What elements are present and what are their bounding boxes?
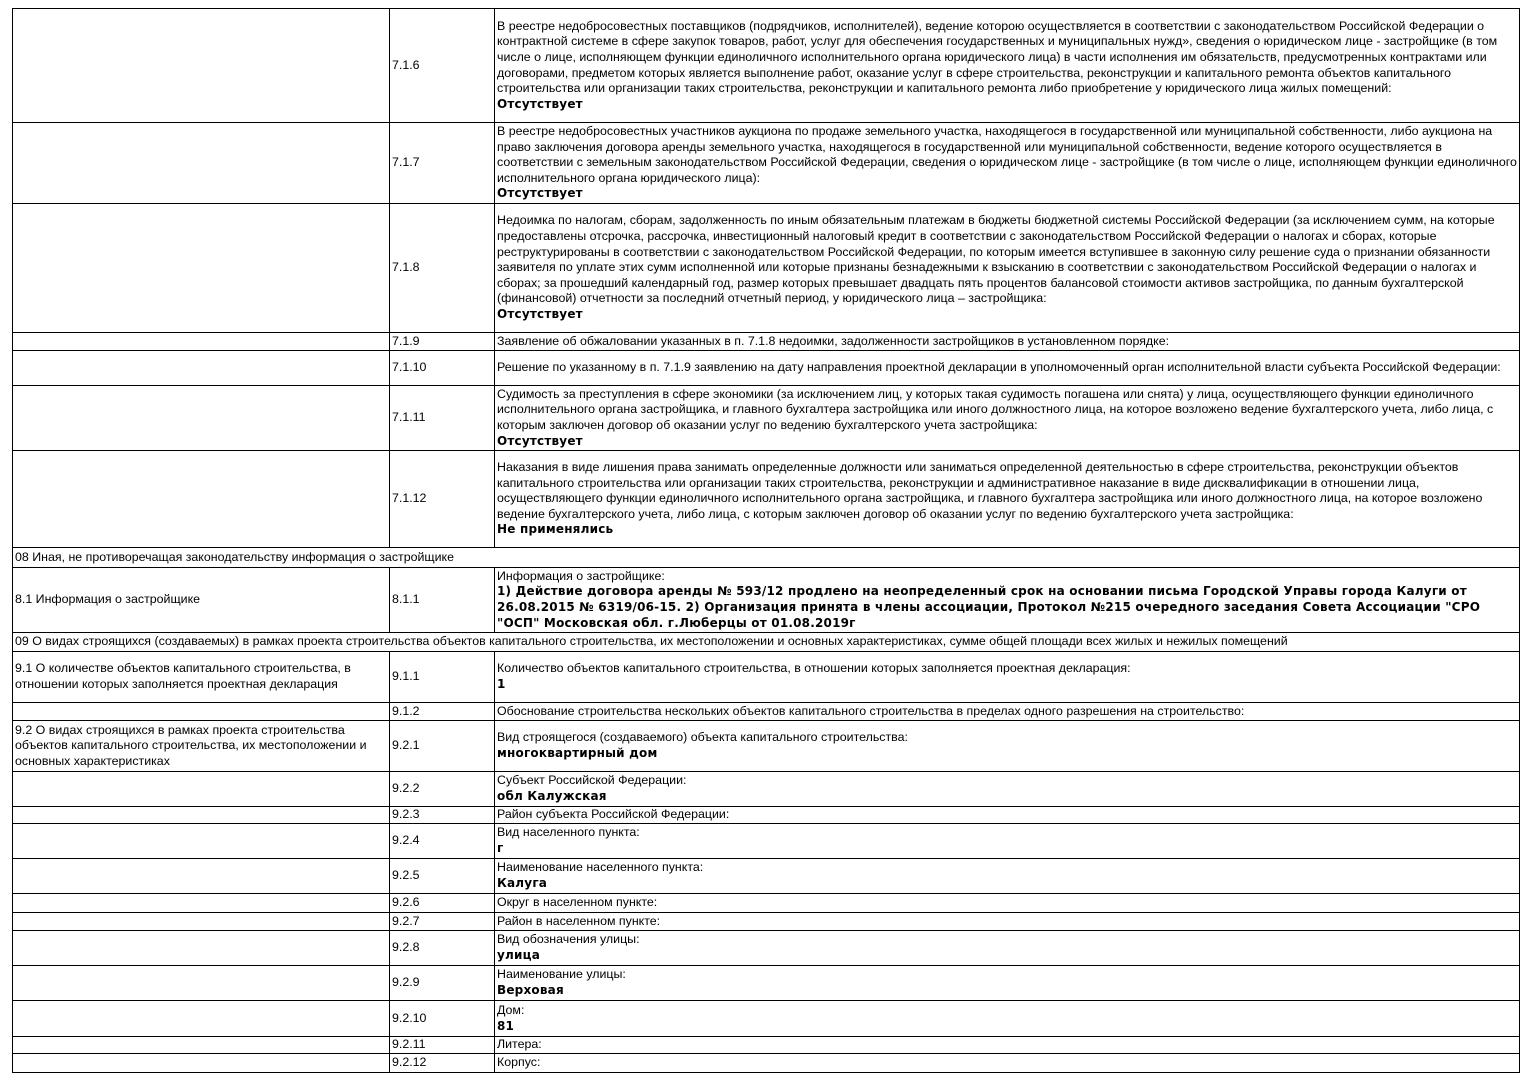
item-content-cell [495,894,1520,913]
item-label: Корпус: [497,1055,541,1070]
item-code-cell: 9.2.5 [390,859,495,894]
item-value: г [497,841,504,855]
item-code-cell: 9.2.3 [390,807,495,824]
table-row [13,1054,1520,1073]
table-row [13,1001,1520,1037]
table-row [13,386,1520,451]
item-label: Вид обозначения улицы: [497,932,640,947]
item-content-cell [495,333,1520,351]
group-cell [13,1037,390,1054]
item-code-cell: 9.2.7 [390,913,495,931]
item-code-cell: 7.1.11 [390,386,495,451]
table-row [13,824,1520,859]
group-cell [13,9,390,123]
item-content-cell [495,824,1520,859]
item-code-cell: 7.1.10 [390,351,495,386]
table-row [13,859,1520,894]
table-row [13,721,1520,772]
group-cell: 9.2 О видах строящихся в рамках проекта строительства объектов капитального строительства, их местоположении и основных характеристиках [13,721,390,772]
item-content-cell [495,351,1520,386]
item-label: Обоснование строительства нескольких объектов капитального строительства в пределах одного разрешения на строительство: [497,703,1245,718]
item-content-cell [495,721,1520,772]
group-cell: 8.1 Информация о застройщике [13,568,390,633]
item-value: Отсутствует [497,96,583,111]
item-label: Дом: [497,1002,525,1017]
table-row [13,451,1520,548]
item-code-cell: 9.1.2 [390,703,495,721]
item-code-cell: 9.2.9 [390,966,495,1001]
group-cell [13,386,390,451]
item-label: В реестре недобросовестных поставщиков (подрядчиков, исполнителей), ведение которою осуществляется в соответствии с законодательством Российской Федерации о контрактной системе в сфере закупок товаров, работ, услуг для обеспечения государственных и муниципальных нужд», сведения о юридическом лице - застройщике (в том числе о лице, исполняющем функции единоличного исполнительного органа юридического лица) в части исполнения им обязательств, предусмотренных контрактами или договорами, предметом которых является выполнение работ, оказание услуг в сфере строительства, реконструкции и капитального ремонта объектов капитального строительства или организации таких строительства, реконструкции и капитального ремонта либо приобретение у юридического лица жилых помещений: [497,18,1498,96]
table-row [13,931,1520,966]
declaration-table [12,8,1520,1073]
item-value: Калуга [497,876,548,890]
item-label: Наименование улицы: [497,967,626,982]
table-row [13,652,1520,703]
item-code-cell: 9.2.2 [390,772,495,807]
group-cell [13,1001,390,1037]
group-cell [13,859,390,894]
table-row [13,351,1520,386]
item-code-cell: 9.2.8 [390,931,495,966]
group-cell [13,824,390,859]
group-cell [13,351,390,386]
item-content-cell [495,1054,1520,1073]
group-cell [13,204,390,333]
item-content-cell [495,204,1520,333]
item-content-cell [495,1001,1520,1037]
item-code-cell: 7.1.9 [390,333,495,351]
item-content-cell [495,568,1520,633]
item-label: Вид строящегося (создаваемого) объекта капитального строительства: [497,730,908,745]
group-cell [13,931,390,966]
group-cell [13,772,390,807]
item-content-cell [495,1037,1520,1054]
section-title: 09 О видах строящихся (создаваемых) в рамках проекта строительства объектов капитального строительства, их местоположении и основных характеристиках, сумме общей площади всех жилых и нежилых помещений [13,633,1520,652]
item-label: Недоимка по налогам, сборам, задолженность по иным обязательным платежам в бюджеты бюджетной системы Российской Федерации (за исключением сумм, на которые предоставлены отсрочка, рассрочка, инвестиционный налоговый кредит в соответствии с законодательством Российской Федерации о налогах и сборах, которые реструктурированы в соответствии с законодательством Российской Федерации, по которым имеется вступившее в законную силу решение суда о признании обязанности заявителя по уплате этих сумм исполненной или которые признаны безнадежными к взысканию в соответствии с законодательством Российской Федерации о налогах и сборах; за прошедший календарный год, размер которых превышает двадцать пять процентов балансовой стоимости активов застройщика, по данным бухгалтерской (финансовой) отчетности за последний отчетный период, у юридического лица – застройщика: [497,213,1495,306]
item-content-cell [495,703,1520,721]
section-title: 08 Иная, не противоречащая законодательству информация о застройщике [13,548,1520,568]
item-code-cell: 7.1.6 [390,9,495,123]
item-value: Отсутствует [497,186,583,201]
item-value: 81 [497,1018,515,1033]
item-content-cell [495,451,1520,548]
item-value: Верховая [497,983,564,997]
item-content-cell [495,966,1520,1001]
item-content-cell [495,386,1520,451]
table-row [13,807,1520,824]
item-code-cell: 7.1.7 [390,123,495,204]
item-content-cell [495,652,1520,703]
item-code-cell: 7.1.8 [390,204,495,333]
group-cell [13,966,390,1001]
item-value: Не применялись [497,522,614,537]
item-code-cell: 9.2.1 [390,721,495,772]
table-row [13,204,1520,333]
item-label: Количество объектов капитального строительства, в отношении которых заполняется проектная декларация: [497,661,1131,676]
item-code-cell: 7.1.12 [390,451,495,548]
item-value: улица [497,948,541,962]
item-label: Округ в населенном пункте: [497,895,658,910]
item-code-cell: 9.2.11 [390,1037,495,1054]
table-row [13,1037,1520,1054]
item-content-cell [495,807,1520,824]
item-content-cell [495,913,1520,931]
item-label: В реестре недобросовестных участников аукциона по продаже земельного участка, находящегося в государственной или муниципальной собственности, либо аукциона на право заключения договора аренды земельного участка, находящегося в государственной или муниципальной собственности, ведение которого осуществляется в соответствии с земельным законодательством Российской Федерации, сведения о юридическом лице - застройщике (в том числе о лице, исполняющем функции единоличного исполнительного органа юридического лица): [497,124,1517,185]
table-row [13,894,1520,913]
table-row [13,966,1520,1001]
group-cell [13,807,390,824]
table-row [13,333,1520,351]
item-value: 1) Действие договора аренды № 593/12 продлено на неопределенный срок на основании письма Городской Управы города Калуги от 26.08.2015 № 6319/06-15. 2) Организация принята в члены ассоциации, Протокол №215 очередного заседания Совета Ассоциации "СРО "ОСП" Московская обл. г.Люберцы от 01.08.2019г [497,584,1481,630]
item-code-cell: 9.2.12 [390,1054,495,1073]
group-cell [13,451,390,548]
item-code-cell: 9.1.1 [390,652,495,703]
table-row [13,772,1520,807]
group-cell [13,894,390,913]
table-row [13,913,1520,931]
item-content-cell [495,859,1520,894]
group-cell [13,333,390,351]
item-label: Решение по указанному в п. 7.1.9 заявлению на дату направления проектной декларации в уполномоченный орган исполнительной власти субъекта Российской Федерации: [497,360,1501,375]
item-label: Наименование населенного пункта: [497,860,704,875]
item-label: Информация о застройщике: [497,568,665,583]
item-value: Отсутствует [497,306,583,321]
section-header-row [13,548,1520,568]
item-content-cell [495,9,1520,123]
item-value: Отсутствует [497,433,583,448]
item-label: Субъект Российской Федерации: [497,773,687,788]
item-content-cell [495,123,1520,204]
item-label: Район субъекта Российской Федерации: [497,807,730,822]
group-cell: 9.1 О количестве объектов капитального строительства, в отношении которых заполняется проектная декларация [13,652,390,703]
item-label: Район в населенном пункте: [497,913,661,928]
group-cell [13,913,390,931]
item-content-cell [495,931,1520,966]
item-label: Вид населенного пункта: [497,825,640,840]
section-header-row [13,633,1520,652]
item-content-cell [495,772,1520,807]
table-row [13,9,1520,123]
group-cell [13,123,390,204]
item-label: Литера: [497,1037,542,1052]
group-cell [13,1054,390,1073]
item-label: Наказания в виде лишения права занимать определенные должности или заниматься определенной деятельностью в сфере строительства, реконструкции объектов капитального строительства или организации таких строительства, реконструкции и административное наказание в виде дисквалификации в отношении лица, осуществляющего функции единоличного исполнительного органа застройщика, и главного бухгалтера застройщика или иного должностного лица, на которое возложено ведение бухгалтерского учета, либо лица, с которым заключен договор об оказании услуг по ведению бухгалтерского учета застройщика: [497,460,1483,521]
table-row [13,123,1520,204]
table-row [13,568,1520,633]
item-code-cell: 9.2.10 [390,1001,495,1037]
item-code-cell: 9.2.6 [390,894,495,913]
item-value: 1 [497,677,506,691]
item-code-cell: 8.1.1 [390,568,495,633]
item-value: обл Калужская [497,789,607,803]
group-cell [13,703,390,721]
item-label: Заявление об обжаловании указанных в п. 7.1.8 недоимки, задолженности застройщиков в установленном порядке: [497,333,1170,348]
item-value: многоквартирный дом [497,746,658,760]
item-label: Судимость за преступления в сфере экономики (за исключением лиц, у которых такая судимость погашена или снята) у лица, осуществляющего функции единоличного исполнительного органа застройщика, и главного бухгалтера застройщика или иного должностного лица, на которое возложено ведение бухгалтерского учета, либо лица, с которым заключен договор об оказании услуг по ведению бухгалтерского учета застройщика: [497,386,1494,432]
item-code-cell: 9.2.4 [390,824,495,859]
table-row [13,703,1520,721]
